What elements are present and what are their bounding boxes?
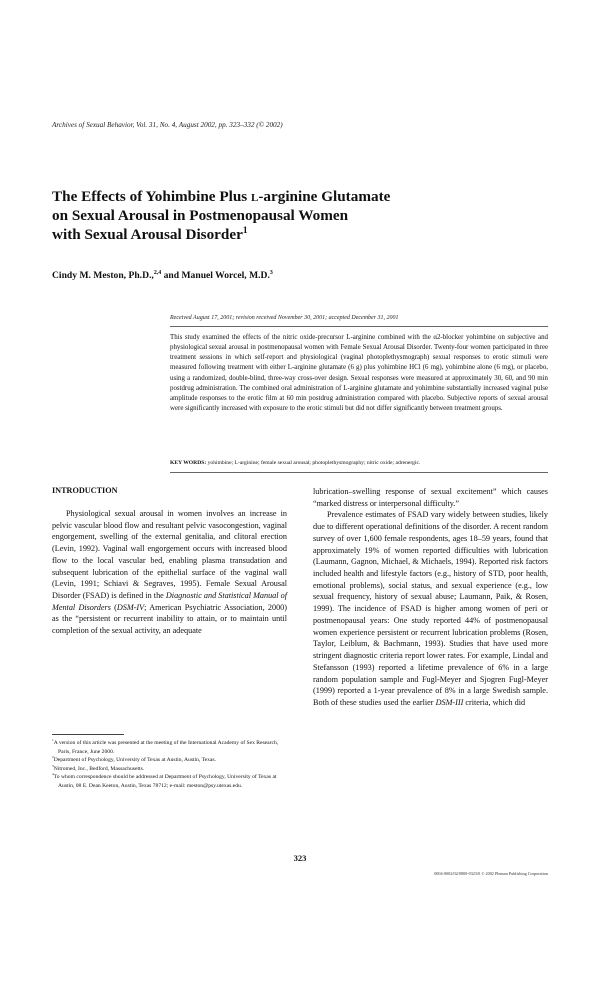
abstract-bottom-rule <box>170 472 548 473</box>
title-line-1-part-b: -arginine Glutamate <box>258 188 391 205</box>
left-para-italic-dsm-title: Diagnostic and Statistical Manual of Mental Disorders <box>52 591 287 612</box>
right-para-prevalence <box>313 509 548 708</box>
title-line-3 <box>52 225 522 244</box>
abstract: This study examined the effects of the nitric oxide-precursor L-arginine combined with the α2-blocker yohimbine on subjective and physiological sexual arousal in postmenopausal women with Female Sexual Arousal Disorder. Twenty-four women participated in three treatment sessions in which self-report and physiological (vaginal photoplethysmograph) sexual responses to erotic stimuli were measured following treatment with either L-arginine glutamate (6 g) plus yohimbine HCl (6 mg), yohimbine alone (6 mg), or placebo, using a randomized, double-blind, three-way cross-over design. Sexual responses were measured at approximately 30, 60, and 90 min postdrug administration. The combined oral administration of L-arginine glutamate and yohimbine substantially increased vaginal pulse amplitude responses to the erotic film at 60 min postdrug administration compared with placebo. Subjective reports of sexual arousal were significantly increased with exposure to the erotic stimuli but did not differ significantly between treatment groups. <box>170 334 548 413</box>
footnote-3-text: Nitromed, Inc., Bedford, Massachusetts. <box>53 765 145 772</box>
footnote-rule <box>52 734 124 735</box>
right-column-text <box>313 486 548 709</box>
footnote-4-text: To whom correspondence should be addressed at Department of Psychology, University of Texas at Austin, 08 E. Dean Keeton, Austin, Texas 78712; e-mail: meston@psy.utexas.edu. <box>53 774 277 789</box>
section-heading-introduction: INTRODUCTION <box>52 486 118 495</box>
right-para-continuation: lubrication–swelling response of sexual excitement” which causes “marked distress or interpersonal difficulty.” <box>313 487 548 508</box>
author-connector: and <box>161 270 182 281</box>
copyright-line: 0004-0002/02/0800-0323/0 © 2002 Plenum Publishing Corporation <box>434 871 548 876</box>
author-1: Cindy M. Meston, Ph.D., <box>52 270 154 281</box>
author-2: Manuel Worcel, M.D. <box>181 270 270 281</box>
footnote-1-mark: 1 <box>52 738 54 743</box>
journal-citation: Archives of Sexual Behavior, Vol. 31, No. 4, August 2002, pp. 323–332 (© 2002) <box>52 121 283 129</box>
footnote-2 <box>52 755 287 765</box>
title-line-2: on Sexual Arousal in Postmenopausal Women <box>52 207 349 224</box>
abstract-top-rule <box>170 326 548 327</box>
keywords <box>170 459 548 467</box>
left-column-text <box>52 508 287 637</box>
right-para-part-b: criteria, which did <box>463 697 526 707</box>
page-number: 323 <box>293 853 307 863</box>
title-line-1 <box>52 187 522 206</box>
article-title <box>52 187 522 244</box>
left-para-part-c: ; American Psychiatric Association, 2000) as the “persistent or recurrent inability to attain, or to maintain until completion of the sexual activity, an adequate <box>52 602 287 636</box>
received-dates: Received August 17, 2001; revision received November 30, 2001; accepted December 31, 2001 <box>170 315 399 321</box>
left-para-part-b: ( <box>110 602 117 612</box>
title-line-1-part-a: The Effects of Yohimbine Plus <box>52 188 251 205</box>
right-para-italic-dsm-iii: DSM-III <box>435 697 464 707</box>
right-para-part-a: Prevalence estimates of FSAD vary widely between studies, likely due to different operational definitions of the disorder. A recent random survey of over 1,600 female respondents, ages 18–59 years, found that approximately 19% of women reported difficulties with lubrication (Laumann, Gagnon, Michael, & Michaels, 1994). Reported risk factors included health and lifestyle factors (e.g., history of STD, poor health, emotional problems), social status, and sexual experience (e.g., low sexual frequency, history of sexual abuse; Laumann, Paik, & Rosen, 1999). The incidence of FSAD is higher among women of peri or postmenopausal years: One study reported 44% of postmenopausal women experience persistent or recurrent lubrication problems (Rosen, Taylor, Leiblum, & Bachmann, 1993). Studies that have used more stringent diagnostic criteria report lower rates. For example, Lindal and Stefansson (1993) reported a lifetime prevalence of 6% in a large random population sample and Fugl-Meyer and Sjogren Fugl-Meyer (1999) reported a 1-year prevalence of 8% in a large Swedish sample. Both of these studies used the earlier <box>313 510 548 707</box>
footnotes <box>52 739 287 790</box>
footnote-1-text: A version of this article was presented at the meeting of the International Academy of Sex Research, Paris, France, June 2000. <box>53 740 279 755</box>
keywords-label: KEY WORDS: <box>170 460 207 466</box>
title-line-3-text: with Sexual Arousal Disorder <box>52 226 243 243</box>
author-1-marks: 2,4 <box>153 269 162 276</box>
footnote-2-mark: 2 <box>52 755 54 760</box>
title-footnote-mark: 1 <box>242 225 248 236</box>
author-line <box>52 270 273 281</box>
footnote-1 <box>52 738 287 756</box>
left-para-part-a: Physiological sexual arousal in women involves an increase in pelvic vascular blood flow and resultant pelvic vasocongestion, vaginal engorgement, swelling of the external genitalia, and clitoral erection (Levin, 1992). Vaginal wall engorgement occurs with increased blood flow to the local vascular bed, enabling plasma transudation and subsequent lubrication of the epithelial surface of the vaginal wall (Levin, 1991; Schiavi & Segraves, 1995). Female Sexual Arousal Disorder (FSAD) is defined in the <box>52 509 287 601</box>
footnote-3 <box>52 763 287 774</box>
footnote-3-mark: 3 <box>52 763 54 768</box>
author-2-marks: 3 <box>269 269 273 276</box>
footnote-4-mark: 4 <box>52 772 54 777</box>
keywords-list: yohimbine; L-arginine; female sexual arousal; photoplethysmography; nitric oxide; adrenergic. <box>207 460 421 466</box>
footnote-4 <box>52 772 287 790</box>
footnote-2-text: Department of Psychology, University of Texas at Austin, Austin, Texas. <box>53 757 216 763</box>
title-smallcaps-l: l <box>251 188 259 205</box>
left-para-italic-dsm-iv: DSM-IV <box>116 602 145 612</box>
